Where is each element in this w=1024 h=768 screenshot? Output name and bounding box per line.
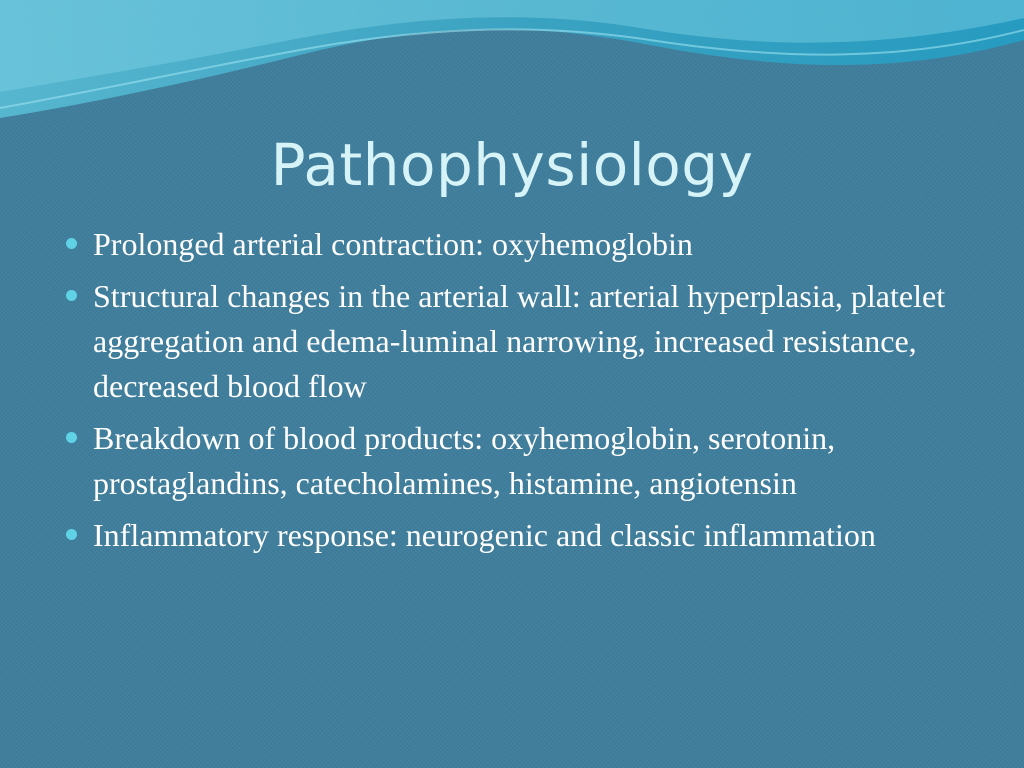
bullet-list [62,222,962,565]
bullet-dot-icon [66,432,77,443]
bullet-item [62,274,962,409]
bullet-text: Inflammatory response: neurogenic and classic inflammation [93,517,876,553]
header-wave-decoration [0,0,1024,130]
bullet-item [62,513,962,558]
bullet-text: Breakdown of blood products: oxyhemoglobin, serotonin, prostaglandins, catecholamines, histamine, angiotensin [93,420,836,501]
bullet-dot-icon [66,290,77,301]
bullet-item [62,222,962,267]
bullet-text: Prolonged arterial contraction: oxyhemoglobin [93,226,693,262]
bullet-dot-icon [66,238,77,249]
slide-title: Pathophysiology [270,131,754,199]
bullet-dot-icon [66,529,77,540]
bullet-text: Structural changes in the arterial wall: arterial hyperplasia, platelet aggregation and edema-luminal narrowing, increased resistance, decreased blood flow [93,278,946,404]
bullet-item [62,416,962,506]
